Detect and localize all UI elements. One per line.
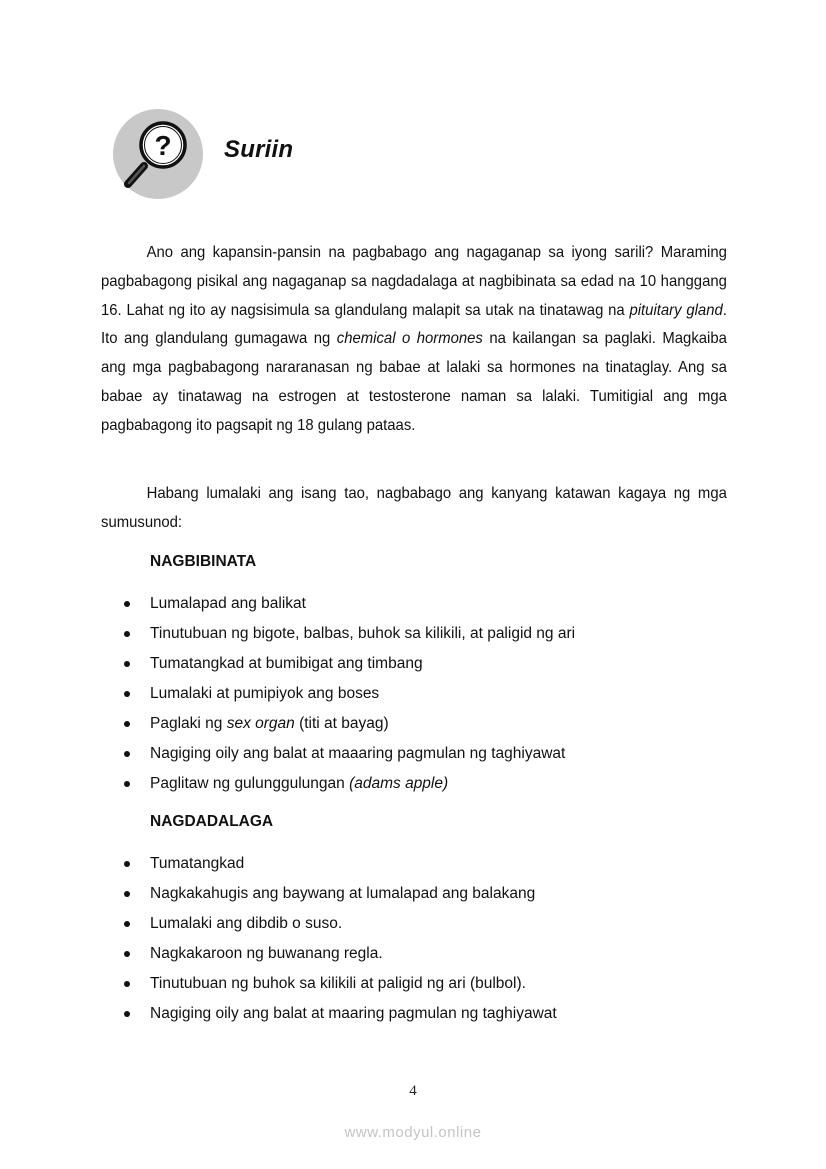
list-item-text <box>150 769 448 799</box>
list-item-text <box>150 849 244 879</box>
svg-text:?: ? <box>154 130 172 161</box>
bullet-icon <box>124 751 130 757</box>
bullet-icon <box>124 661 130 667</box>
text-segment: (titi at bayag) <box>294 715 389 732</box>
list-item-text <box>150 649 423 679</box>
list-item-text <box>150 739 565 769</box>
italic-text: chemical o hormones <box>336 330 483 348</box>
text-segment: Nagkakahugis ang baywang at lumalapad ang balakang <box>150 885 536 902</box>
section-header <box>112 108 412 200</box>
italic-text: pituitary gland <box>629 301 723 319</box>
bullet-icon <box>124 861 130 867</box>
italic-text: (adams apple) <box>349 775 449 792</box>
list-item <box>0 679 826 709</box>
list-heading-nagbibinata: NAGBIBINATA <box>150 553 257 570</box>
text-segment: Ano ang kapansin-pansin na pagbabago ang nagaganap sa iyong sarili? Maraming pagbabagong pisikal ang nagaganap sa nagdadalaga at nagbibinata sa edad na 10 hanggang 16. Lahat ng ito ay nagsisimula sa glandulang malapit sa utak na tinatawag na <box>101 244 727 319</box>
bullet-icon <box>124 921 130 927</box>
text-segment: Tinutubuan ng bigote, balbas, buhok sa kilikili, at paligid ng ari <box>150 625 576 642</box>
list-item <box>0 999 826 1029</box>
list-item-text <box>150 939 383 969</box>
bullet-icon <box>124 691 130 697</box>
magnifier-question-icon <box>112 108 204 200</box>
bullet-icon <box>124 891 130 897</box>
text-segment: Nagkakaroon ng buwanang regla. <box>150 945 383 962</box>
section-title: Suriin <box>224 136 294 163</box>
text-segment: Paglaki ng <box>150 715 227 732</box>
italic-text: sex organ <box>226 715 295 732</box>
body-paragraph-text: Habang lumalaki ang isang tao, nagbabago ang kanyang katawan kagaya ng mga sumusunod: <box>101 485 727 531</box>
list-item <box>0 909 826 939</box>
watermark: www.modyul.online <box>344 1124 482 1141</box>
body-paragraph <box>101 480 727 538</box>
text-segment: Lumalaki ang dibdib o suso. <box>150 915 343 932</box>
list-item-text <box>150 679 379 709</box>
list-item <box>0 769 826 799</box>
list-item <box>0 709 826 739</box>
list-heading-nagdadalaga: NAGDADALAGA <box>150 813 274 830</box>
list-item-text <box>150 969 526 999</box>
list-item <box>0 649 826 679</box>
text-segment: na kailangan sa paglaki. Magkaiba ang mga pagbabagong nararanasan ng babae at lalaki sa hormones na tinataglay. Ang sa babae ay tinatawag na estrogen at testosterone naman sa lalaki. Tumitigial ang mga pagbabagong ito pagsapit ng 18 gulang pataas. <box>101 330 727 434</box>
text-segment: Tinutubuan ng buhok sa kilikili at paligid ng ari (bulbol). <box>150 975 526 992</box>
bullet-list-nagbibinata <box>0 589 826 799</box>
list-item <box>0 849 826 879</box>
list-item-text <box>150 909 342 939</box>
list-item-text <box>150 999 557 1029</box>
page-number: 4 <box>409 1083 417 1099</box>
list-item <box>0 879 826 909</box>
bullet-list-nagdadalaga <box>0 849 826 1029</box>
bullet-icon <box>124 601 130 607</box>
bullet-icon <box>124 951 130 957</box>
text-segment: Nagiging oily ang balat at maaring pagmulan ng taghiyawat <box>150 1005 557 1022</box>
intro-paragraph <box>101 239 727 441</box>
list-item <box>0 589 826 619</box>
text-segment: Paglitaw ng gulunggulungan <box>150 775 350 792</box>
list-item <box>0 619 826 649</box>
list-item <box>0 969 826 999</box>
list-item-text <box>150 879 535 909</box>
bullet-icon <box>124 1011 130 1017</box>
list-item <box>0 939 826 969</box>
list-item-text <box>150 619 575 649</box>
bullet-icon <box>124 631 130 637</box>
list-item-text <box>150 709 389 739</box>
text-segment: Nagiging oily ang balat at maaaring pagmulan ng taghiyawat <box>150 745 566 762</box>
text-segment: Tumatangkad <box>150 855 245 872</box>
text-segment: . Ito ang glandulang gumagawa ng <box>101 301 727 348</box>
list-item-text <box>150 589 306 619</box>
bullet-icon <box>124 781 130 787</box>
bullet-icon <box>124 721 130 727</box>
bullet-icon <box>124 981 130 987</box>
text-segment: Lumalaki at pumipiyok ang boses <box>150 685 380 702</box>
text-segment: Lumalapad ang balikat <box>150 595 306 612</box>
list-item <box>0 739 826 769</box>
text-segment: Tumatangkad at bumibigat ang timbang <box>150 655 423 672</box>
